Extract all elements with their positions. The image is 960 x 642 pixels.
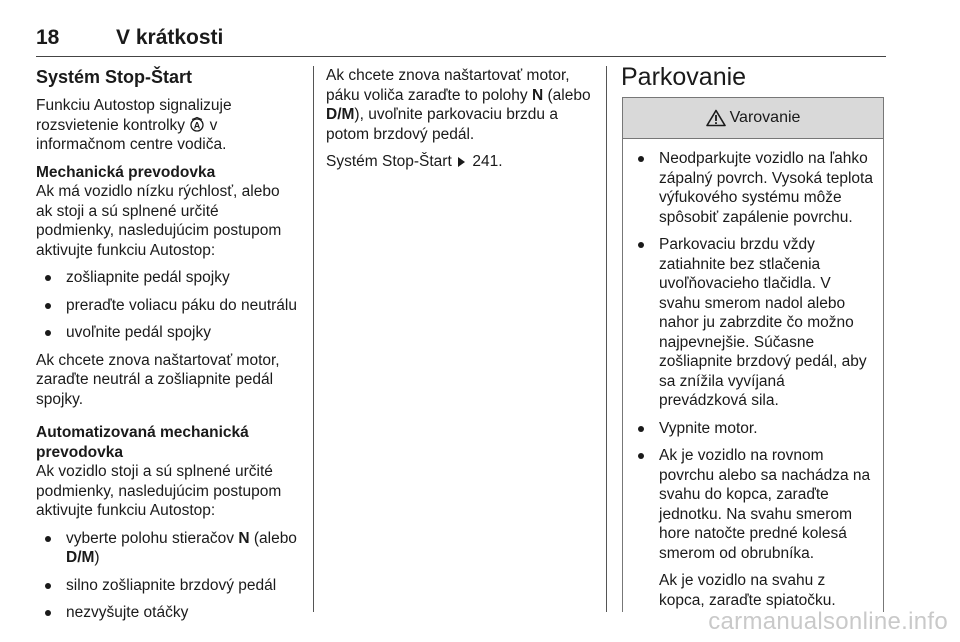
list-item: uvoľnite pedál spojky	[36, 323, 298, 343]
list-item: preraďte voliacu páku do neutrálu	[36, 296, 298, 316]
watermark: carmanualsonline.info	[708, 608, 948, 635]
column-middle	[326, 66, 596, 180]
warning-title: Varovanie	[729, 109, 801, 126]
warning-list	[629, 149, 875, 612]
manual-transmission-block	[36, 163, 298, 261]
automated-transmission-heading: Automatizovaná mechanická prevodovka	[36, 424, 249, 461]
list-item: Parkovaciu brzdu vždy zatiahnite bez stlačenia uvoľňovacieho tlačidla. V svahu smerom nadol alebo nahor ju zabrzdite čo možno najpevnejšie. Súčasne zošliapnite brzdový pedál, aby sa znížila vyvíjaná prevádzková sila.	[629, 235, 875, 411]
automated-transmission-text: Ak vozidlo stoji a sú splnené určité podmienky, nasledujúcim postupom aktivujte funkciu Autostop:	[36, 463, 282, 519]
list-item: Neodparkujte vozidlo na ľahko zápalný povrch. Vysoká teplota výfukového systému môže spôsobiť zapálenie povrchu.	[629, 149, 875, 227]
list-item: nezvyšujte otáčky	[36, 603, 298, 623]
warning-box	[622, 97, 884, 612]
section-title-parking: Parkovanie	[621, 63, 747, 91]
warning-body	[623, 139, 883, 612]
column-left	[36, 60, 298, 631]
cross-reference[interactable]: Systém Stop-Štart 241.	[326, 153, 503, 170]
page-reference-arrow-icon	[458, 157, 465, 167]
chapter-title: V krátkosti	[116, 26, 224, 49]
list-item: zošliapnite pedál spojky	[36, 268, 298, 288]
autostop-intro: Funkciu Autostop signalizuje rozsvietenie kontrolky A v informačnom centre vodiča.	[36, 97, 232, 153]
warning-header	[623, 98, 883, 139]
list-item: silno zošliapnite brzdový pedál	[36, 576, 298, 596]
autostop-indicator-icon	[189, 116, 205, 132]
list-item-paragraph: Ak je vozidlo na rovnom povrchu alebo sa nachádza na svahu do kopca, zaraďte jednotku. Na svahu smerom hore natočte predné kolesá smerom od obrubníka.	[659, 447, 871, 562]
manual-transmission-heading: Mechanická prevodovka	[36, 163, 216, 181]
page-header	[36, 20, 886, 57]
page-number: 18	[36, 26, 60, 49]
list-item-paragraph: Ak je vozidlo na svahu z kopca, zaraďte spiatočku.	[659, 572, 836, 609]
section-title-stop-start: Systém Stop-Štart	[36, 67, 193, 87]
automated-transmission-block	[36, 423, 298, 521]
restart-instructions: Ak chcete znova naštartovať motor, páku voliča zaraďte to polohy N (alebo D/M), uvoľnite parkovaciu brzdu a potom brzdový pedál.	[326, 67, 591, 143]
warning-triangle-icon	[706, 109, 726, 127]
automated-steps-list	[36, 529, 298, 623]
list-item: Vypnite motor.	[629, 419, 875, 439]
column-divider	[606, 66, 607, 612]
manual-steps-list	[36, 268, 298, 343]
list-item: vyberte polohu stieračov N (alebo D/M)	[36, 529, 298, 568]
column-divider	[313, 66, 314, 612]
manual-restart-text: Ak chcete znova naštartovať motor, zaraďte neutrál a zošliapnite pedál spojky.	[36, 351, 280, 408]
manual-transmission-text: Ak má vozidlo nízku rýchlosť, alebo ak stoji a sú splnené určité podmienky, nasledujúcim postupom aktivujte funkciu Autostop:	[36, 183, 282, 259]
svg-text:A: A	[194, 120, 201, 130]
list-item	[629, 446, 875, 612]
